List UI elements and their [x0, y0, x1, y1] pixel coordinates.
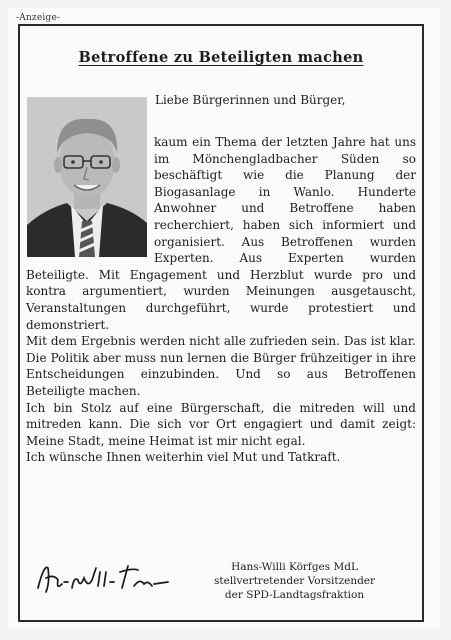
photo-wrap-spacer — [26, 134, 154, 262]
paragraph: Ich bin Stolz auf eine Bürgerschaft, die mitreden will und mitreden kann. Die sich vor Ort engagiert und damit zeigt: Meine Stadt, meine Heimat ist mir nicht egal. — [26, 400, 416, 448]
paragraph: Mit dem Ergebnis werden nicht alle zufrieden sein. Das ist klar. Die Politik aber muss nun lernen die Bürger frühzeitiger in ihre Entscheidungen einzubinden. Und so aus Betroffenen Beteiligte machen. — [26, 334, 416, 398]
ad-label: -Anzeige- — [16, 13, 61, 23]
signer-role-1: stellvertretender Vorsitzender — [214, 575, 376, 587]
paragraph: Ich wünsche Ihnen weiterhin viel Mut und Tatkraft. — [26, 450, 341, 465]
handwritten-signature — [34, 558, 184, 602]
signer-name: Hans-Willi Körfges MdL — [231, 561, 358, 573]
salutation: Liebe Bürgerinnen und Bürger, — [155, 93, 346, 107]
paragraph: kaum ein Thema der letzten Jahre hat uns im Mönchengladbacher Süden so beschäftigt wie die Planung der Biogasanlage in Wanlo. Hunderte Anwohner und Betroffene haben recherchiert, haben sich informiert und organisiert. Aus Betroffenen wurden Experten. Aus Experten wurden Beteiligte. Mit Engagement und Herzblut wurde pro und kontra argumentiert, wurden Meinungen ausgetauscht, Veranstaltungen durchgeführt, wurde protestiert und demonstriert. — [26, 135, 416, 332]
headline: Betroffene zu Beteiligten machen — [78, 49, 364, 66]
signer-role-2: der SPD-Landtagsfraktion — [224, 589, 365, 601]
signature-block — [214, 560, 375, 602]
letter-body — [26, 134, 416, 466]
